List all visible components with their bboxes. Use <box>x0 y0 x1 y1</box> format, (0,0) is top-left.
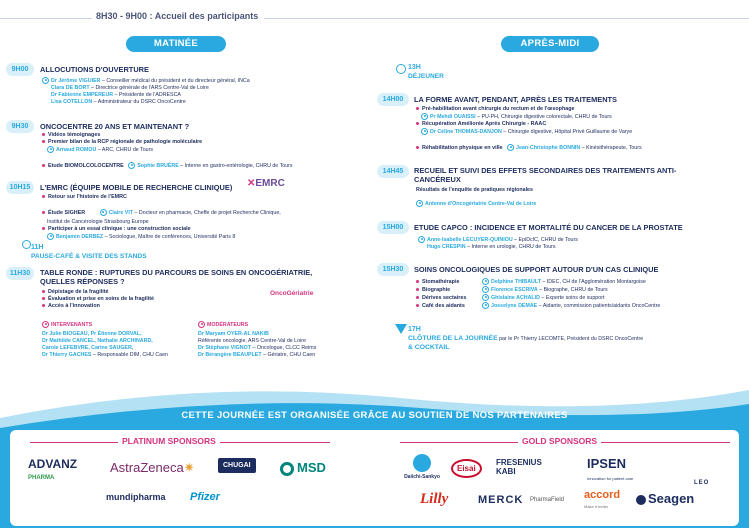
speaker-line: Hugo CRESPIN – Interne en urologie, CHRU de Tours <box>427 243 556 250</box>
break-title: PAUSE-CAFÉ & VISITE DES STANDS <box>31 253 147 260</box>
session-content <box>42 289 154 310</box>
session-content <box>42 132 293 172</box>
cocktail-icon <box>395 324 407 334</box>
support-list <box>416 278 660 310</box>
person-icon <box>47 233 54 240</box>
support-item: Dérives sectaires Ghislaine ACHALID – Experte soins de support <box>416 294 660 302</box>
support-item: Café des aidants Josselyne DEMAE – Aidante, commission patients/aidants OncoCentre <box>416 302 660 310</box>
person-icon <box>421 128 428 135</box>
astrazeneca-logo: AstraZeneca✷ <box>110 460 195 475</box>
sponsors-heading: CETTE JOURNÉE EST ORGANISÉE GRÂCE AU SOUTIEN DE NOS PARTENAIRES <box>181 410 568 421</box>
pfizer-logo: Pfizer <box>190 491 220 503</box>
person-icon <box>482 278 489 285</box>
pharmafield-logo: PharmaField <box>530 497 565 503</box>
speaker-line: Claire VIT – Docteur en pharmacie, Cheffe de projet Recherche Clinique, <box>100 210 281 216</box>
speaker-line: Arnaud ROMOU – ARC, CHRU de Tours <box>42 146 293 154</box>
person-icon <box>128 162 135 169</box>
bullet-item: Pré-habilitation avant chirurgie du rectum et de l'œsophage <box>416 106 642 113</box>
person-icon <box>482 286 489 293</box>
speaker-line: Dr Thierry GACHES – Responsable DIM, CHU Caen <box>42 352 168 358</box>
bullet-item: Réhabilitation physique en ville <box>416 145 503 152</box>
time-9h30: 9H30 <box>6 120 34 133</box>
speaker-line: Anne-Isabelle LECUYER-QUINIOU – EpiDcIC, CHRU de Tours <box>418 236 578 244</box>
header-rule-right <box>264 18 749 19</box>
support-item: Stomathérapie Delphine THIBAULT – IDEC, CH de l'Agglomération Montargoise <box>416 278 660 286</box>
speaker-affiliation: Institut de Cancérologie Strasbourg Europe <box>47 219 149 225</box>
speaker-line: Dr Julie BIOGEAU, Pr Étienne DORVAL, <box>42 331 142 337</box>
mundipharma-logo: mundipharma <box>106 492 166 502</box>
daiichi-sankyo-logo: Daiichi-Sankyo <box>400 454 444 480</box>
close-time: 17H <box>408 326 421 333</box>
eisai-logo: Eisai <box>451 459 482 478</box>
time-14h00: 14H00 <box>377 93 409 106</box>
bullet-item: Récupération Améliorée Après Chirurgie - RAAC <box>416 121 642 128</box>
speaker-line: Clara DE BORT – Directrice générale de l'ARS Centre-Val de Loire <box>51 84 209 91</box>
time-15h30: 15H30 <box>377 263 409 276</box>
lunch-title: DÉJEUNER <box>408 73 444 80</box>
person-icon <box>42 321 49 328</box>
session-title-line2: CANCÉREUX <box>414 175 461 184</box>
speaker-line: Dr Mathilde CANCEL, Nathalie ARCHINARD, <box>42 338 153 344</box>
time-10h15: 10H15 <box>6 181 34 194</box>
lilly-logo: Lilly <box>420 491 449 507</box>
speaker-line: Lisa COTELLON – Administrateur du DSRC OncoCentre <box>51 98 186 105</box>
session-subtitle: Résultats de l'enquête de pratiques régionales <box>416 187 533 193</box>
emrc-logo: ✕EMRC <box>247 178 285 189</box>
welcome-time: 8H30 - 9H00 : Accueil des participants <box>96 11 259 21</box>
session-title: ONCOCENTRE 20 ANS ET MAINTENANT ? <box>40 122 190 131</box>
moderator-line: Dr Maryam OYER-AL NAKIB <box>198 331 269 337</box>
bullet-item: Vidéos témoignages <box>42 132 293 139</box>
speaker-line: Dr Fabienne EMPEREUR – Présidente de l'ADRESCA <box>51 91 181 98</box>
session-content <box>416 106 642 154</box>
seagen-logo: Seagen <box>636 491 694 506</box>
gold-label: GOLD SPONSORS <box>518 437 601 446</box>
session-title-line2: QUELLES RÉPONSES ? <box>40 277 125 286</box>
moderators-list <box>198 331 316 359</box>
afternoon-band: APRÈS-MIDI <box>501 36 599 52</box>
person-icon <box>42 77 49 84</box>
person-icon <box>418 236 425 243</box>
speaker-group <box>42 77 250 106</box>
speaker-line: Antenne d'Oncogériatrie Centre-Val de Loire <box>416 200 536 208</box>
person-icon <box>198 321 205 328</box>
break-time: 11H <box>31 244 44 251</box>
close-title: CLÔTURE DE LA JOURNÉE par le Pr Thierry LECOMTE, Président du DSRC OncoCentre <box>408 335 644 342</box>
close-title-line2: & COCKTAIL <box>408 344 450 351</box>
speaker-line: Pr Mehdi OUAISSI – PU-PH, Chirurgie digestive colorectale, CHRU de Tours <box>416 113 642 121</box>
chugai-logo: CHUGAI <box>218 458 256 473</box>
ipsen-logo: IPSEN Innovation for patient care <box>587 456 634 481</box>
morning-band: MATINÉE <box>126 36 226 52</box>
moderator-line: Dr Bérangère BEAUPLET – Gériatre, CHU Caen <box>198 352 316 358</box>
person-icon <box>421 113 428 120</box>
person-icon <box>507 144 514 151</box>
session-title: LA FORME AVANT, PENDANT, APRÈS LES TRAITEMENTS <box>414 95 617 104</box>
speaker-line: Carole LEFEBVRE, Carine SAUGER, <box>42 345 134 351</box>
person-icon <box>47 146 54 153</box>
platinum-label: PLATINUM SPONSORS <box>118 437 220 446</box>
bullet-item: Accès à l'innovation <box>42 303 154 310</box>
session-title: L'EMRC (ÉQUIPE MOBILE DE RECHERCHE CLINIQUE) <box>40 183 233 192</box>
person-icon <box>482 294 489 301</box>
bullet-item: Étude SIGHER <box>42 210 85 217</box>
session-title: RECUEIL ET SUIVI DES EFFETS SECONDAIRES DES TRAITEMENTS ANTI- <box>414 166 677 175</box>
fresenius-kabi-logo: FRESENIUS KABI <box>496 458 542 476</box>
bullet-item: Participer à un essai clinique : une construction sociale <box>42 226 281 233</box>
bullet-item: Retour sur l'histoire de l'EMRC <box>42 194 281 201</box>
header-rule-left <box>0 18 92 19</box>
session-title: TABLE RONDE : RUPTURES DU PARCOURS DE SOINS EN ONCOGÉRIATRIE, <box>40 268 313 277</box>
msd-logo: MSD <box>280 460 326 476</box>
session-title: SOINS ONCOLOGIQUES DE SUPPORT AUTOUR D'UN CAS CLINIQUE <box>414 265 659 274</box>
speaker-line: Dr Jérôme VIGUIER – Conseiller médical du président et du directeur général, INCa <box>42 77 250 85</box>
leo-logo: LEO <box>694 480 710 486</box>
speaker-line: Jean-Christophe BONNIN – Kinésithérapeute, Tours <box>507 145 642 151</box>
session-content <box>42 194 281 241</box>
moderator-line: Dr Stéphane VIGNOT – Oncologue, CLCC Reims <box>198 345 317 351</box>
bullet-item: Dépistage de la fragilité <box>42 289 154 296</box>
oncogeriatrie-logo: OncoGériatrie <box>270 290 314 297</box>
coffee-icon <box>22 240 31 249</box>
time-15h00: 15H00 <box>377 221 409 234</box>
speaker-line: Sophie BRUÈRE – Interne en gastro-entérologie, CHRU de Tours <box>128 163 292 169</box>
support-item: Biographie Florence ESCRIVA – Biographe, CHRU de Tours <box>416 286 660 294</box>
speakers-list <box>42 331 168 359</box>
accord-logo: accord Make it better <box>584 489 621 509</box>
person-icon <box>482 302 489 309</box>
speaker-line: Dr Céline THOMAS-DANJON – Chirurgie digestive, Hôpital Privé Guillaume de Varye <box>416 128 642 136</box>
moderator-role: Référente oncologie, ARS Centre-Val de Loire <box>198 338 306 344</box>
time-14h45: 14H45 <box>377 165 409 178</box>
time-11h30: 11H30 <box>6 267 34 280</box>
session-title: ALLOCUTIONS D'OUVERTURE <box>40 65 149 74</box>
lunch-clock-icon <box>396 61 406 79</box>
lunch-time: 13H <box>408 64 421 71</box>
session-title: ETUDE CAPCO : INCIDENCE ET MORTALITÉ DU CANCER DE LA PROSTATE <box>414 223 683 232</box>
person-icon <box>100 209 107 216</box>
person-icon <box>416 200 423 207</box>
bullet-item: Etude BIOMOLCOLOCENTRE <box>42 163 124 170</box>
speaker-line: Benjamin DERBEZ – Sociologue, Maître de conférences, Université Paris 8 <box>42 233 281 241</box>
bullet-item: Premier bilan de la RCP régionale de pathologie moléculaire <box>42 139 293 146</box>
moderators-label: MODÉRATEURS <box>198 321 248 329</box>
time-9h00: 9H00 <box>6 63 34 76</box>
session-content <box>418 236 578 251</box>
bullet-item: Évaluation et prise en soins de la fragilité <box>42 296 154 303</box>
advanz-logo: ADVANZ PHARMA <box>28 457 78 481</box>
speakers-label: INTERVENANTS <box>42 321 92 329</box>
merck-logo: MERCK <box>478 494 524 506</box>
